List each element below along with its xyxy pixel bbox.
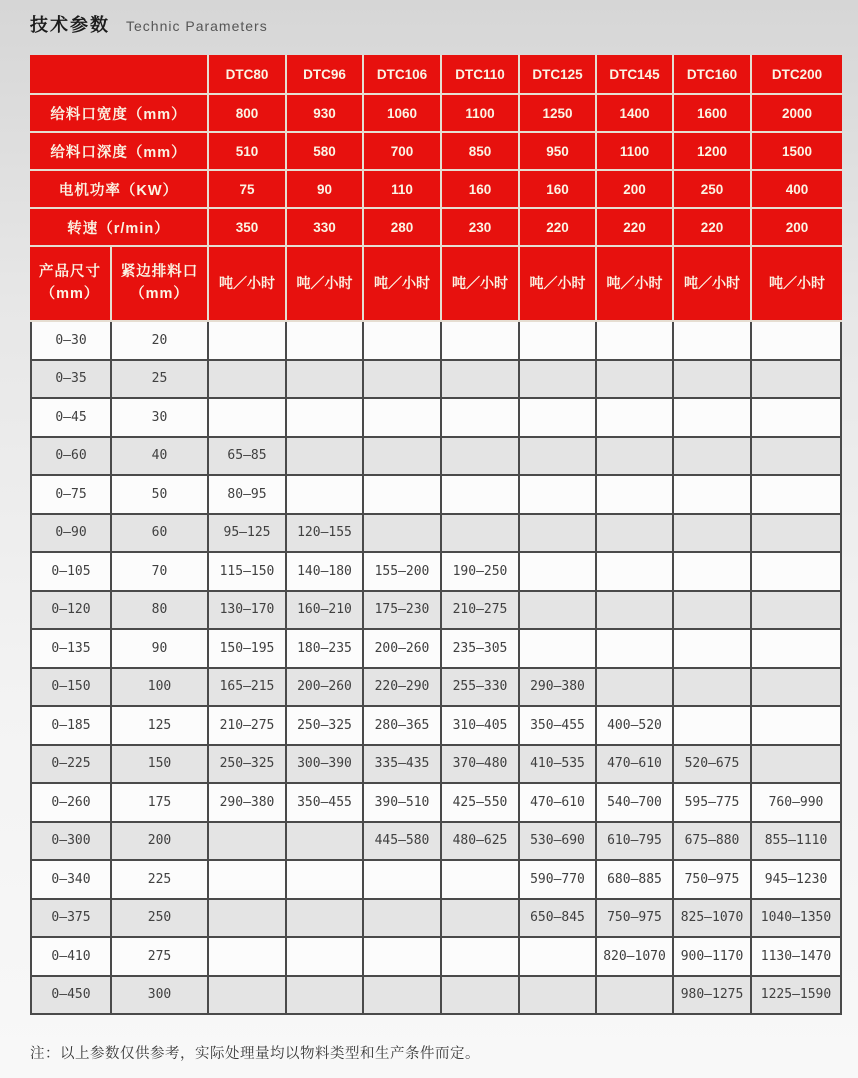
discharge-gap-cell: 40: [112, 438, 209, 477]
spec-label-cell: 给料口深度（mm）: [30, 133, 209, 171]
capacity-value-cell: 180–235: [287, 630, 364, 669]
capacity-value-cell: [520, 476, 597, 515]
red-header-body: [30, 55, 842, 322]
capacity-value-cell: 470–610: [520, 784, 597, 823]
discharge-gap-cell: 200: [112, 823, 209, 862]
capacity-value-cell: 190–250: [442, 553, 520, 592]
capacity-value-cell: [520, 399, 597, 438]
capacity-value-cell: 680–885: [597, 861, 674, 900]
capacity-value-cell: [364, 938, 442, 977]
capacity-row: [30, 746, 842, 785]
capacity-value-cell: [597, 515, 674, 554]
model-header-cell: DTC106: [364, 55, 442, 95]
capacity-row: [30, 784, 842, 823]
product-size-cell: 0–225: [30, 746, 112, 785]
spec-value-cell: 200: [597, 171, 674, 209]
spec-value-cell: 930: [287, 95, 364, 133]
capacity-value-cell: 945–1230: [752, 861, 842, 900]
spec-value-cell: 1200: [674, 133, 752, 171]
capacity-value-cell: [442, 900, 520, 939]
unit-header-row: [30, 247, 842, 322]
capacity-value-cell: 650–845: [520, 900, 597, 939]
model-header-cell: DTC96: [287, 55, 364, 95]
spec-value-cell: 350: [209, 209, 287, 247]
capacity-row: [30, 669, 842, 708]
product-size-cell: 0–340: [30, 861, 112, 900]
capacity-value-cell: [209, 977, 287, 1016]
capacity-value-cell: 980–1275: [674, 977, 752, 1016]
capacity-value-cell: 255–330: [442, 669, 520, 708]
capacity-value-cell: [287, 977, 364, 1016]
spec-value-cell: 700: [364, 133, 442, 171]
capacity-value-cell: [287, 861, 364, 900]
capacity-value-cell: [674, 669, 752, 708]
unit-header-cell: 吨／小时: [287, 247, 364, 322]
capacity-value-cell: [364, 361, 442, 400]
capacity-value-cell: [597, 476, 674, 515]
capacity-value-cell: 250–325: [209, 746, 287, 785]
product-size-cell: 0–135: [30, 630, 112, 669]
discharge-gap-cell: 225: [112, 861, 209, 900]
footnote: 注：以上参数仅供参考，实际处理量均以物料类型和生产条件而定。: [30, 1046, 480, 1062]
capacity-row: [30, 592, 842, 631]
capacity-row: [30, 476, 842, 515]
capacity-value-cell: [364, 900, 442, 939]
capacity-value-cell: 290–380: [209, 784, 287, 823]
capacity-row: [30, 707, 842, 746]
spec-value-cell: 250: [674, 171, 752, 209]
spec-label-cell: 电机功率（KW）: [30, 171, 209, 209]
capacity-value-cell: 400–520: [597, 707, 674, 746]
capacity-value-cell: 335–435: [364, 746, 442, 785]
capacity-value-cell: 120–155: [287, 515, 364, 554]
capacity-value-cell: 760–990: [752, 784, 842, 823]
capacity-value-cell: 390–510: [364, 784, 442, 823]
capacity-value-cell: [209, 361, 287, 400]
capacity-value-cell: [364, 515, 442, 554]
spec-value-cell: 230: [442, 209, 520, 247]
capacity-value-cell: [442, 515, 520, 554]
capacity-value-cell: 520–675: [674, 746, 752, 785]
spec-value-cell: 1250: [520, 95, 597, 133]
gap-header-line1: 紧边排料口: [120, 264, 199, 281]
capacity-value-cell: [597, 438, 674, 477]
spec-value-cell: 1060: [364, 95, 442, 133]
unit-header-cell: 吨／小时: [209, 247, 287, 322]
capacity-body: [30, 322, 842, 1015]
capacity-value-cell: [597, 322, 674, 361]
capacity-value-cell: [674, 399, 752, 438]
capacity-value-cell: [364, 861, 442, 900]
capacity-value-cell: [520, 592, 597, 631]
capacity-value-cell: 855–1110: [752, 823, 842, 862]
model-header-cell: DTC145: [597, 55, 674, 95]
spec-value-cell: 1400: [597, 95, 674, 133]
model-header-cell: DTC200: [752, 55, 842, 95]
capacity-value-cell: [520, 322, 597, 361]
unit-header-cell: 吨／小时: [752, 247, 842, 322]
capacity-row: [30, 515, 842, 554]
capacity-value-cell: 750–975: [597, 900, 674, 939]
spec-value-cell: 1100: [442, 95, 520, 133]
capacity-value-cell: 220–290: [364, 669, 442, 708]
capacity-value-cell: [674, 515, 752, 554]
capacity-value-cell: [752, 515, 842, 554]
capacity-value-cell: 410–535: [520, 746, 597, 785]
capacity-value-cell: [752, 399, 842, 438]
capacity-value-cell: [752, 669, 842, 708]
capacity-value-cell: [287, 361, 364, 400]
capacity-value-cell: 175–230: [364, 592, 442, 631]
capacity-value-cell: [752, 553, 842, 592]
capacity-row: [30, 322, 842, 361]
capacity-value-cell: [287, 938, 364, 977]
discharge-gap-cell: 250: [112, 900, 209, 939]
capacity-value-cell: [442, 322, 520, 361]
product-size-cell: 0–260: [30, 784, 112, 823]
discharge-gap-cell: 60: [112, 515, 209, 554]
spec-value-cell: 800: [209, 95, 287, 133]
capacity-value-cell: [442, 399, 520, 438]
capacity-row: [30, 361, 842, 400]
discharge-gap-cell: 300: [112, 977, 209, 1016]
capacity-value-cell: 595–775: [674, 784, 752, 823]
capacity-value-cell: 300–390: [287, 746, 364, 785]
capacity-value-cell: 445–580: [364, 823, 442, 862]
product-size-cell: 0–60: [30, 438, 112, 477]
capacity-value-cell: [442, 861, 520, 900]
capacity-value-cell: 425–550: [442, 784, 520, 823]
capacity-value-cell: [364, 977, 442, 1016]
capacity-value-cell: 115–150: [209, 553, 287, 592]
capacity-value-cell: 480–625: [442, 823, 520, 862]
capacity-row: [30, 438, 842, 477]
capacity-row: [30, 823, 842, 862]
spec-value-cell: 280: [364, 209, 442, 247]
product-size-cell: 0–300: [30, 823, 112, 862]
capacity-value-cell: [674, 592, 752, 631]
unit-header-cell: 吨／小时: [674, 247, 752, 322]
discharge-gap-cell: 30: [112, 399, 209, 438]
capacity-value-cell: [364, 322, 442, 361]
capacity-value-cell: [209, 900, 287, 939]
capacity-value-cell: [597, 361, 674, 400]
discharge-gap-cell: 100: [112, 669, 209, 708]
capacity-value-cell: 590–770: [520, 861, 597, 900]
corner-cell: [30, 55, 209, 95]
capacity-value-cell: [674, 322, 752, 361]
capacity-value-cell: 280–365: [364, 707, 442, 746]
capacity-value-cell: [597, 669, 674, 708]
capacity-value-cell: [209, 322, 287, 361]
capacity-value-cell: 350–455: [287, 784, 364, 823]
size-header-cell: [30, 247, 112, 322]
spec-value-cell: 580: [287, 133, 364, 171]
size-header-line2: （mm）: [40, 285, 100, 302]
capacity-value-cell: [442, 977, 520, 1016]
product-size-cell: 0–90: [30, 515, 112, 554]
spec-value-cell: 850: [442, 133, 520, 171]
capacity-value-cell: 200–260: [287, 669, 364, 708]
spec-value-cell: 200: [752, 209, 842, 247]
unit-header-cell: 吨／小时: [520, 247, 597, 322]
capacity-value-cell: [674, 707, 752, 746]
product-size-cell: 0–150: [30, 669, 112, 708]
capacity-value-cell: 610–795: [597, 823, 674, 862]
capacity-value-cell: 470–610: [597, 746, 674, 785]
page-title: 技术参数: [30, 15, 110, 35]
product-size-cell: 0–35: [30, 361, 112, 400]
spec-label-cell: 转速（r/min）: [30, 209, 209, 247]
capacity-value-cell: [364, 438, 442, 477]
discharge-gap-cell: 90: [112, 630, 209, 669]
spec-row: [30, 133, 842, 171]
capacity-value-cell: [520, 630, 597, 669]
spec-value-cell: 330: [287, 209, 364, 247]
capacity-value-cell: 750–975: [674, 861, 752, 900]
capacity-value-cell: [752, 630, 842, 669]
capacity-value-cell: [674, 476, 752, 515]
capacity-value-cell: [287, 438, 364, 477]
product-size-cell: 0–105: [30, 553, 112, 592]
spec-value-cell: 400: [752, 171, 842, 209]
capacity-value-cell: 1040–1350: [752, 900, 842, 939]
model-header-cell: DTC110: [442, 55, 520, 95]
spec-value-cell: 1500: [752, 133, 842, 171]
spec-value-cell: 2000: [752, 95, 842, 133]
capacity-value-cell: [209, 823, 287, 862]
capacity-row: [30, 938, 842, 977]
capacity-value-cell: [752, 361, 842, 400]
capacity-value-cell: [597, 399, 674, 438]
size-header-line1: 产品尺寸: [39, 264, 101, 281]
product-size-cell: 0–75: [30, 476, 112, 515]
capacity-value-cell: [520, 438, 597, 477]
capacity-value-cell: 530–690: [520, 823, 597, 862]
capacity-value-cell: 310–405: [442, 707, 520, 746]
capacity-value-cell: [674, 553, 752, 592]
capacity-value-cell: 210–275: [209, 707, 287, 746]
model-header-row: [30, 55, 842, 95]
model-header-cell: DTC125: [520, 55, 597, 95]
parameters-table: [30, 55, 842, 1015]
capacity-value-cell: 820–1070: [597, 938, 674, 977]
capacity-row: [30, 861, 842, 900]
capacity-value-cell: [520, 361, 597, 400]
capacity-value-cell: [752, 707, 842, 746]
product-size-cell: 0–45: [30, 399, 112, 438]
capacity-value-cell: 1130–1470: [752, 938, 842, 977]
capacity-value-cell: 95–125: [209, 515, 287, 554]
product-size-cell: 0–185: [30, 707, 112, 746]
capacity-row: [30, 900, 842, 939]
capacity-value-cell: [442, 476, 520, 515]
capacity-value-cell: [597, 977, 674, 1016]
spec-value-cell: 75: [209, 171, 287, 209]
capacity-value-cell: [287, 476, 364, 515]
spec-value-cell: 110: [364, 171, 442, 209]
product-size-cell: 0–375: [30, 900, 112, 939]
capacity-value-cell: [752, 322, 842, 361]
capacity-row: [30, 630, 842, 669]
capacity-value-cell: 160–210: [287, 592, 364, 631]
capacity-value-cell: 65–85: [209, 438, 287, 477]
capacity-value-cell: [287, 322, 364, 361]
spec-value-cell: 950: [520, 133, 597, 171]
capacity-value-cell: 150–195: [209, 630, 287, 669]
page-header: [30, 11, 268, 37]
capacity-value-cell: [442, 361, 520, 400]
discharge-gap-cell: 150: [112, 746, 209, 785]
capacity-value-cell: 210–275: [442, 592, 520, 631]
capacity-value-cell: [752, 476, 842, 515]
discharge-gap-cell: 50: [112, 476, 209, 515]
capacity-value-cell: 825–1070: [674, 900, 752, 939]
capacity-value-cell: [597, 592, 674, 631]
capacity-value-cell: 80–95: [209, 476, 287, 515]
capacity-value-cell: 540–700: [597, 784, 674, 823]
discharge-gap-cell: 175: [112, 784, 209, 823]
capacity-value-cell: [674, 438, 752, 477]
spec-row: [30, 171, 842, 209]
capacity-value-cell: [597, 553, 674, 592]
product-size-cell: 0–450: [30, 977, 112, 1016]
model-header-cell: DTC80: [209, 55, 287, 95]
capacity-value-cell: 370–480: [442, 746, 520, 785]
capacity-value-cell: 165–215: [209, 669, 287, 708]
capacity-value-cell: 675–880: [674, 823, 752, 862]
capacity-value-cell: 350–455: [520, 707, 597, 746]
discharge-gap-cell: 125: [112, 707, 209, 746]
capacity-value-cell: 1225–1590: [752, 977, 842, 1016]
capacity-value-cell: 250–325: [287, 707, 364, 746]
spec-value-cell: 90: [287, 171, 364, 209]
spec-value-cell: 1100: [597, 133, 674, 171]
spec-label-cell: 给料口宽度（mm）: [30, 95, 209, 133]
discharge-gap-cell: 70: [112, 553, 209, 592]
spec-row: [30, 209, 842, 247]
capacity-value-cell: [520, 515, 597, 554]
capacity-value-cell: 130–170: [209, 592, 287, 631]
capacity-value-cell: [674, 630, 752, 669]
capacity-value-cell: [442, 938, 520, 977]
capacity-value-cell: 155–200: [364, 553, 442, 592]
capacity-value-cell: 200–260: [364, 630, 442, 669]
capacity-value-cell: [752, 746, 842, 785]
capacity-row: [30, 553, 842, 592]
unit-header-cell: 吨／小时: [597, 247, 674, 322]
gap-header-line2: （mm）: [130, 285, 189, 302]
capacity-value-cell: [287, 823, 364, 862]
capacity-value-cell: [287, 900, 364, 939]
capacity-value-cell: 290–380: [520, 669, 597, 708]
capacity-value-cell: [520, 938, 597, 977]
capacity-value-cell: 235–305: [442, 630, 520, 669]
page-subtitle: Technic Parameters: [126, 18, 268, 34]
capacity-value-cell: [287, 399, 364, 438]
capacity-row: [30, 977, 842, 1016]
product-size-cell: 0–30: [30, 322, 112, 361]
capacity-value-cell: [597, 630, 674, 669]
capacity-value-cell: [520, 977, 597, 1016]
capacity-value-cell: [674, 361, 752, 400]
capacity-row: [30, 399, 842, 438]
capacity-value-cell: [209, 399, 287, 438]
discharge-gap-cell: 275: [112, 938, 209, 977]
capacity-value-cell: [752, 438, 842, 477]
capacity-value-cell: [209, 938, 287, 977]
spec-row: [30, 95, 842, 133]
capacity-value-cell: [364, 399, 442, 438]
capacity-value-cell: [752, 592, 842, 631]
spec-value-cell: 510: [209, 133, 287, 171]
discharge-gap-cell: 25: [112, 361, 209, 400]
spec-value-cell: 1600: [674, 95, 752, 133]
spec-value-cell: 220: [597, 209, 674, 247]
spec-value-cell: 160: [442, 171, 520, 209]
product-size-cell: 0–410: [30, 938, 112, 977]
capacity-value-cell: [442, 438, 520, 477]
capacity-value-cell: 900–1170: [674, 938, 752, 977]
discharge-gap-cell: 20: [112, 322, 209, 361]
capacity-value-cell: [364, 476, 442, 515]
spec-value-cell: 220: [520, 209, 597, 247]
unit-header-cell: 吨／小时: [364, 247, 442, 322]
spec-value-cell: 220: [674, 209, 752, 247]
discharge-gap-cell: 80: [112, 592, 209, 631]
spec-value-cell: 160: [520, 171, 597, 209]
model-header-cell: DTC160: [674, 55, 752, 95]
capacity-value-cell: 140–180: [287, 553, 364, 592]
gap-header-cell: [112, 247, 209, 322]
product-size-cell: 0–120: [30, 592, 112, 631]
unit-header-cell: 吨／小时: [442, 247, 520, 322]
capacity-value-cell: [209, 861, 287, 900]
capacity-value-cell: [520, 553, 597, 592]
